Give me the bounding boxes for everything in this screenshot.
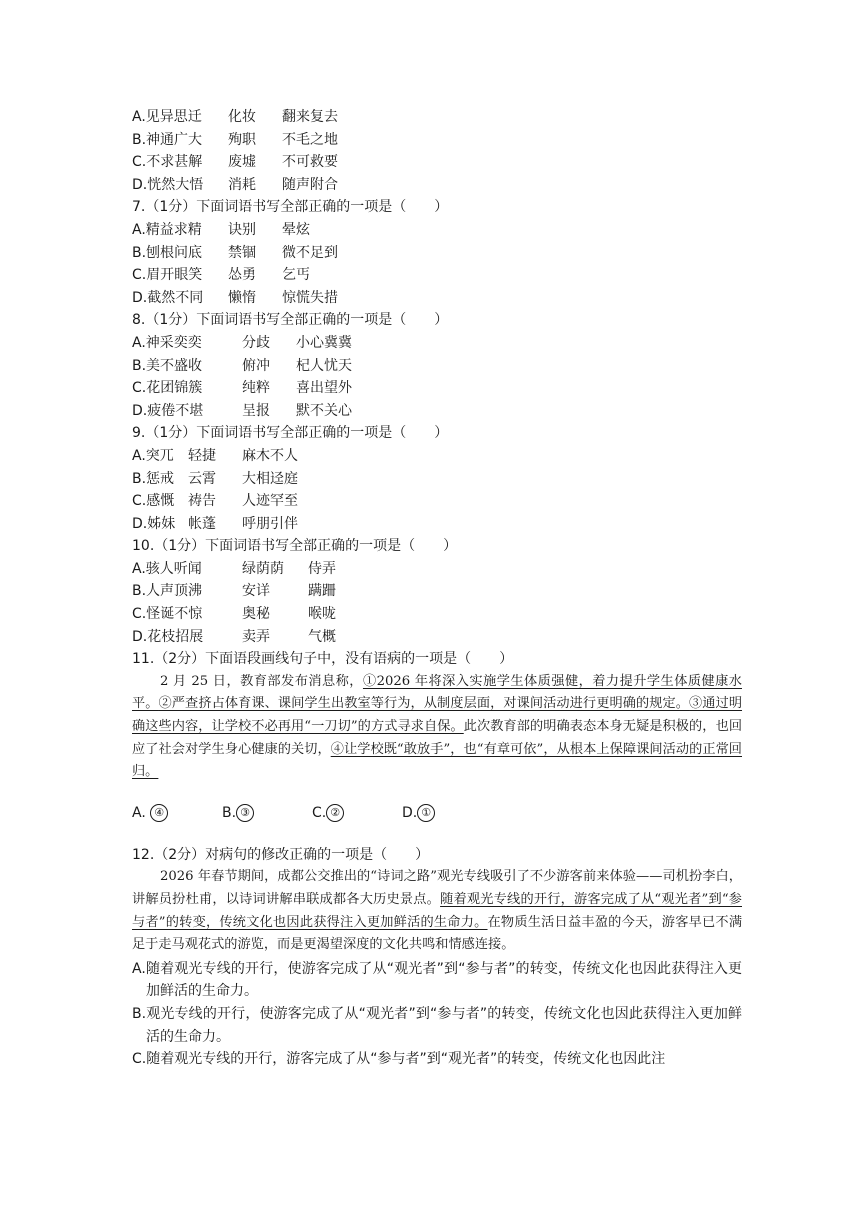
choice-a[interactable]: A. ④ — [132, 800, 222, 826]
option-c[interactable]: C.花团锦簇 纯粹 喜出望外 — [132, 380, 352, 397]
question-10 — [132, 535, 742, 648]
underlined-sentence-1: ①2026 年将深入实施学生体质强健，着力提升学生体质健康水平。 — [132, 673, 742, 712]
choice-c[interactable]: C. ② — [312, 800, 402, 826]
question-7 — [132, 196, 742, 309]
question-8 — [132, 309, 742, 422]
option-a[interactable]: A.突兀 轻捷 麻木不人 — [132, 447, 298, 464]
choice-d[interactable]: D. ① — [402, 800, 492, 826]
option-c[interactable]: C.怪诞不惊 奥秘 喉咙 — [132, 606, 336, 623]
question-stem: 12.（2分）对病句的修改正确的一项是（ ） — [132, 846, 430, 863]
question-stem: 8.（1分）下面词语书写全部正确的一项是（ ） — [132, 312, 449, 329]
option-d[interactable]: D.花枝招展 卖弄 气概 — [132, 628, 336, 645]
passage: 2026 年春节期间，成都公交推出的“诗词之路”观光专线吸引了不少游客前来体验——司机扮李白，讲解员扮杜甫，以诗词讲解串联成都各大历史景点。随着观光专线的开行，游客完成了从“观光者”到“参与者”的转变，传统文化也因此获得注入更加鲜活的生命力。在物质生活日益丰盈的今天，游客早已不满足于走马观花式的游览，而是更渴望深度的文化共鸣和情感连接。 — [132, 869, 743, 953]
option-d[interactable]: D.截然不同 懒惰 惊慌失措 — [132, 289, 338, 306]
underlined-sentence-2: ②严查挤占体育课、课间学生出教室等行为，从制度层面，对课间活动进行更明确的规定。 — [158, 696, 690, 712]
passage: 2 月 25 日，教育部发布消息称，①2026 年将深入实施学生体质强健，着力提升学生体质健康水平。②严查挤占体育课、课间学生出教室等行为，从制度层面，对课间活动进行更明确的规定。③通过明确这些内容，让学校不必再用“一刀切”的方式寻求自保。此次教育部的明确表态本身无疑是积极的，也回应了社会对学生身心健康的关切，④让学校既“敢放手”，也“有章可依”，从根本上保障课间活动的正常回归。 — [132, 673, 743, 780]
circled-number: ④ — [150, 804, 168, 822]
underlined-sentence-4: ④让学校既“敢放手”，也“有章可依”，从根本上保障课间活动的正常回归。 — [132, 741, 742, 780]
question-stem: 10.（1分）下面词语书写全部正确的一项是（ ） — [132, 538, 458, 555]
spacer — [132, 826, 742, 844]
question-stem: 7.（1分）下面词语书写全部正确的一项是（ ） — [132, 199, 449, 216]
answer-choices — [132, 800, 742, 826]
question-stem: 11.（2分）下面语段画线句子中，没有语病的一项是（ ） — [132, 651, 514, 668]
option-b[interactable]: B.观光专线的开行，使游客完成了从“观光者”到“参与者”的转变，传统文化也因此获得注入更加鲜活的生命力。 — [132, 1005, 742, 1045]
question-11 — [132, 648, 742, 826]
option-a[interactable]: A.神采奕奕 分歧 小心冀冀 — [132, 334, 352, 351]
option-d[interactable]: D.疲倦不堪 呈报 默不关心 — [132, 402, 352, 419]
option-c[interactable]: C.眉开眼笑 怂勇 乞丐 — [132, 267, 310, 284]
underlined-sentence: 随着观光专线的开行，游客完成了从“观光者”到“参与者”的转变，传统文化也因此获得注入更加鲜活的生命力。 — [132, 892, 742, 930]
option-a[interactable]: A.见异思迁 化妆 翻来复去 — [132, 109, 338, 125]
option-c[interactable]: C.随着观光专线的开行，游客完成了从“参与者”到“观光者”的转变，传统文化也因此注 — [132, 1051, 666, 1068]
option-c[interactable]: C.不求甚解 废墟 不可救要 — [132, 154, 338, 171]
option-a[interactable]: A.精益求精 诀别 晕炫 — [132, 221, 310, 238]
circled-number: ② — [326, 804, 344, 822]
circled-number: ① — [417, 804, 435, 822]
option-b[interactable]: B.美不盛收 俯冲 杞人忧天 — [132, 357, 352, 374]
underlined-sentence-3: ③通过明确这些内容，让学校不必再用“一刀切”的方式寻求自保。 — [132, 696, 743, 735]
circled-number: ③ — [236, 804, 254, 822]
option-b[interactable]: B.刨根问底 禁锢 微不足到 — [132, 244, 338, 261]
question-content — [132, 106, 742, 1071]
option-d[interactable]: D.恍然大悟 消耗 随声附合 — [132, 176, 338, 193]
question-12 — [132, 844, 742, 1071]
option-b[interactable]: B.惩戒 云霄 大相迳庭 — [132, 470, 298, 487]
choice-b[interactable]: B. ③ — [222, 800, 312, 826]
option-c[interactable]: C.感慨 祷告 人迹罕至 — [132, 493, 298, 510]
option-a[interactable]: A.骇人听闻 绿荫荫 侍弄 — [132, 560, 336, 577]
option-b[interactable]: B.神通广大 殉职 不毛之地 — [132, 131, 338, 148]
question-stem: 9.（1分）下面词语书写全部正确的一项是（ ） — [132, 425, 449, 442]
option-d[interactable]: D.姊妹 帐蓬 呼朋引伴 — [132, 515, 298, 532]
option-a[interactable]: A.随着观光专线的开行，使游客完成了从“观光者”到“参与者”的转变，传统文化也因此获得注入更加鲜活的生命力。 — [132, 960, 742, 1000]
q6-options — [132, 106, 742, 196]
option-b[interactable]: B.人声顶沸 安详 蹒跚 — [132, 583, 336, 600]
question-9 — [132, 422, 742, 535]
